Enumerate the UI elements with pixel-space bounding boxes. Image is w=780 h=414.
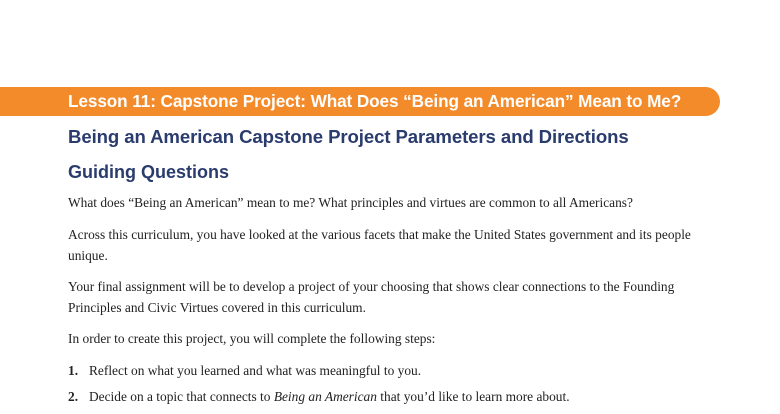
list-item-number: 1. (68, 363, 79, 378)
list-item-emphasis: Being an American (273, 389, 377, 404)
section-heading: Being an American Capstone Project Parameters and Directions (68, 126, 629, 147)
paragraph-final-assignment: Your final assignment will be to develop a project of your choosing that shows clear connections to the Founding Principles and Civic Virtues covered in this curriculum. (68, 279, 675, 315)
list-item-text: Reflect on what you learned and what was meaningful to you. (89, 363, 422, 378)
paragraph-guiding-question: What does “Being an American” mean to me? What principles and virtues are common to all Americans? (68, 195, 633, 210)
lesson-title: Lesson 11: Capstone Project: What Does “Being an American” Mean to Me? (68, 91, 682, 111)
paragraph-curriculum-overview: Across this curriculum, you have looked at the various facets that make the United States government and its people unique. (68, 227, 691, 263)
list-item (68, 386, 718, 407)
list-item-text-end: that you’d like to learn more about. (376, 389, 570, 404)
lesson-banner (0, 87, 720, 116)
paragraph-steps-intro: In order to create this project, you will complete the following steps: (68, 331, 436, 346)
list-item-number: 2. (68, 389, 79, 404)
list-item-text: Decide on a topic that connects to (89, 389, 274, 404)
list-item (68, 360, 718, 381)
guiding-questions-heading: Guiding Questions (68, 162, 229, 182)
